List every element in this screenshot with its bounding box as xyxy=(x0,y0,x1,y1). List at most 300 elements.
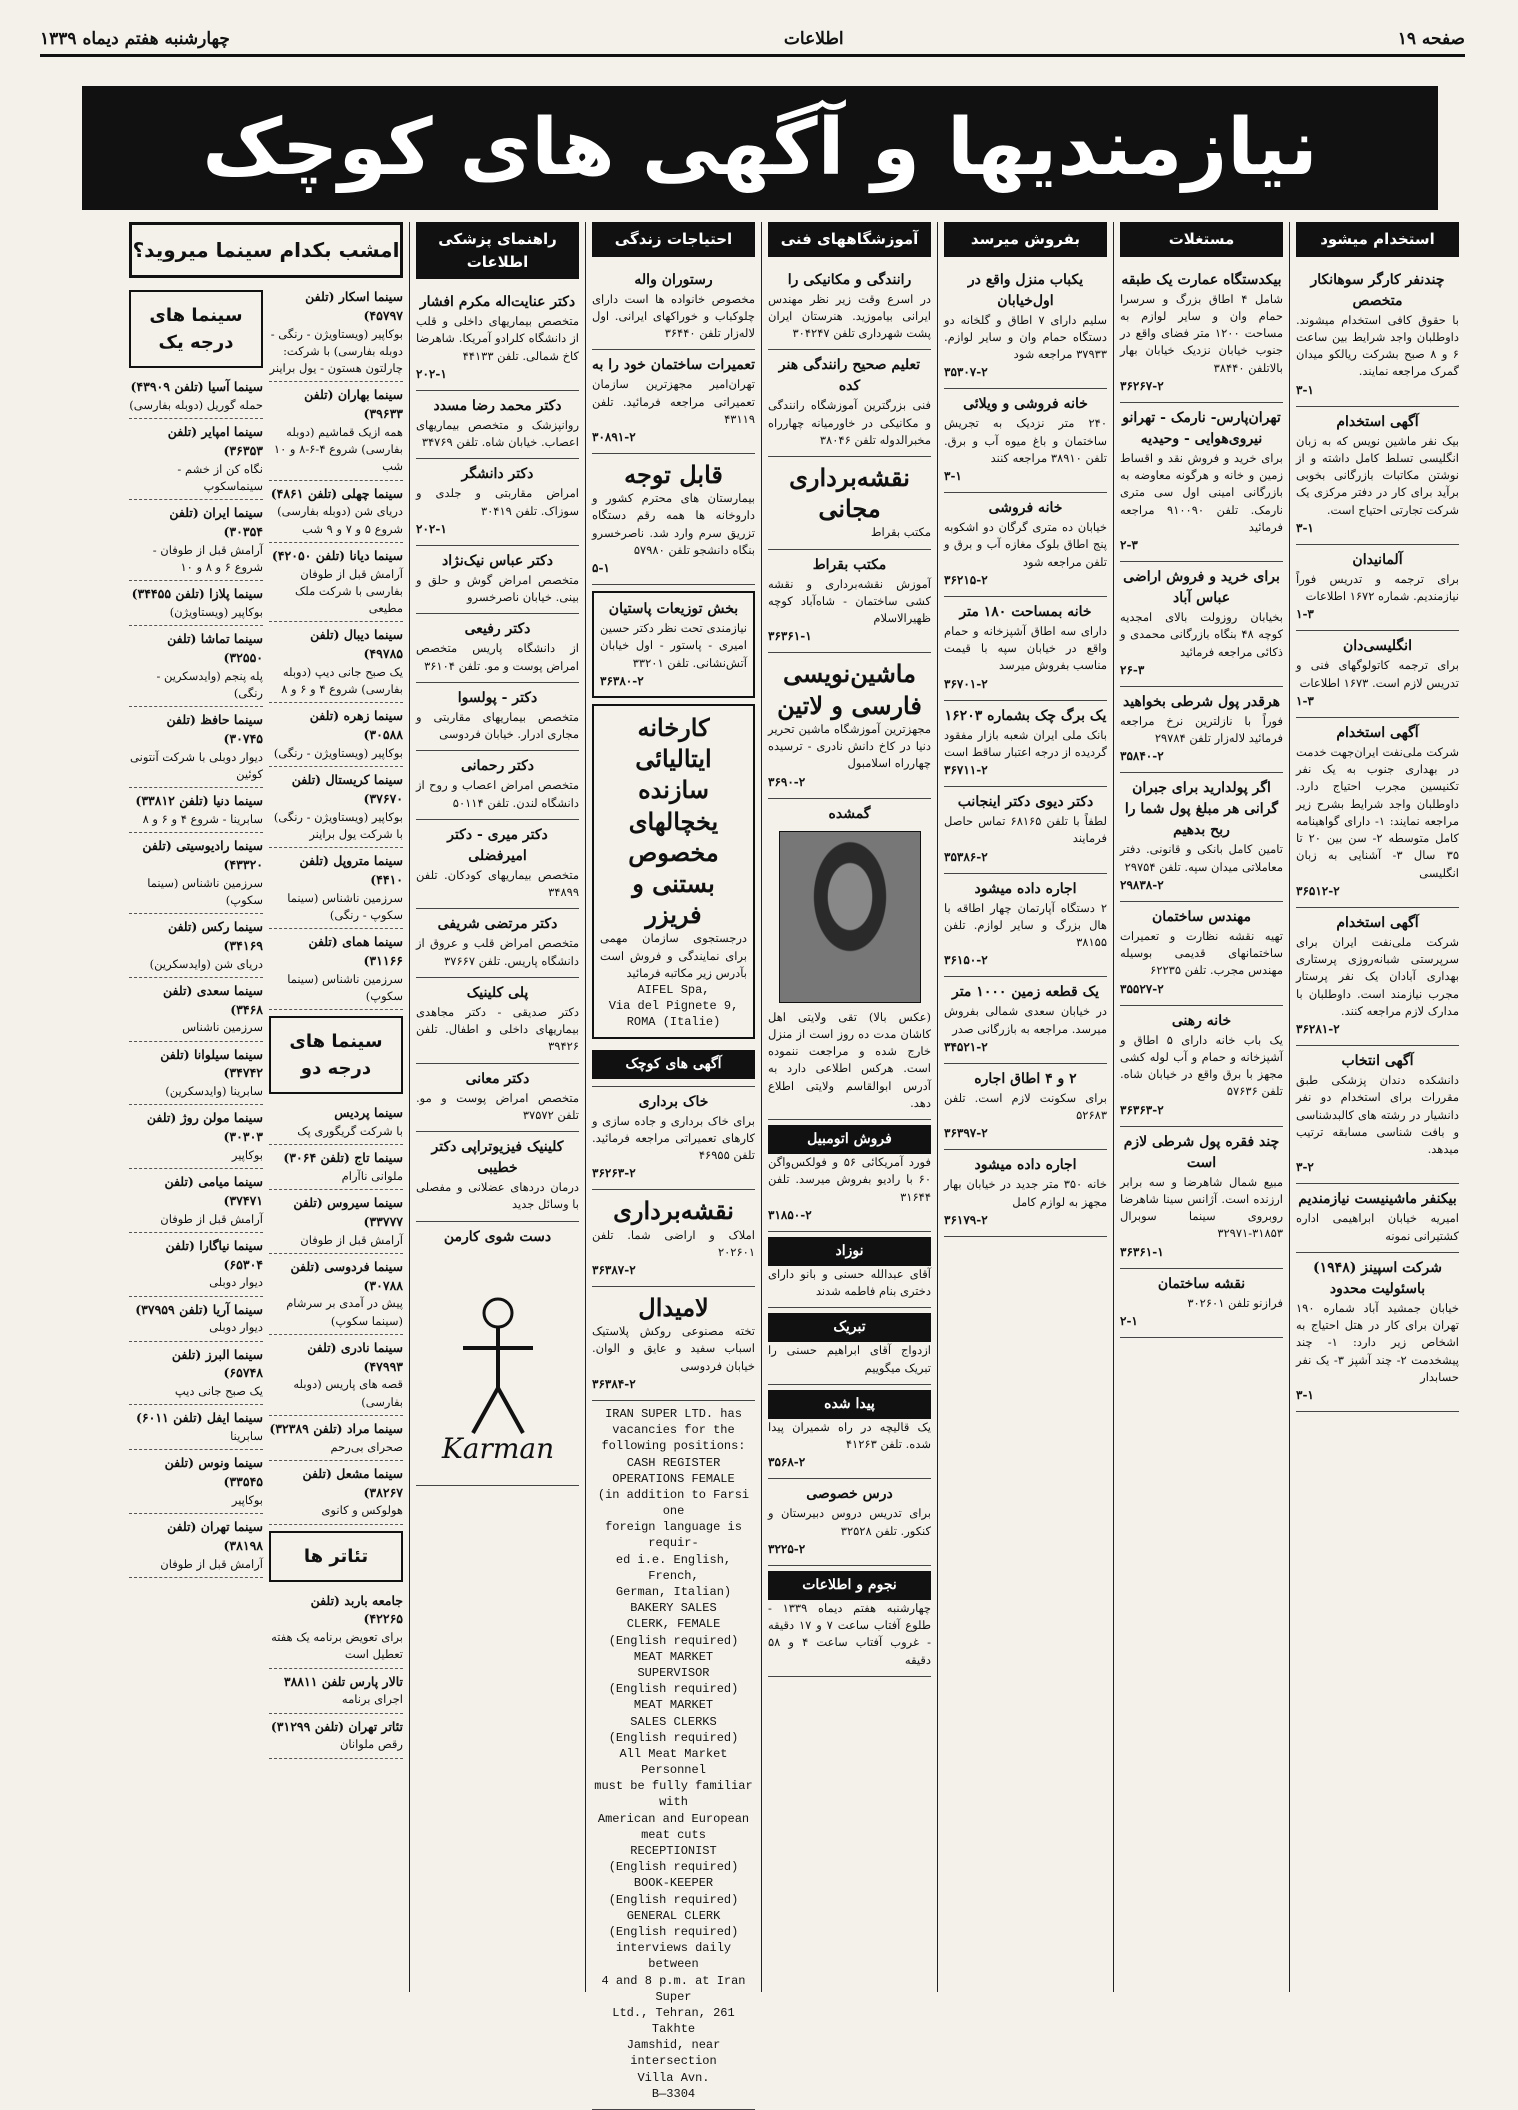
classified-ad xyxy=(944,389,1107,493)
cinema-program: همه ازیک قماشیم (دوبله بفارسی) شروع ۴-۶-۸ و ۱۰ شب xyxy=(273,424,403,474)
ad-text: متخصص بیماریهای داخلی و قلب از دانشگاه کلرادو آمریکا. شاهرضا کاخ شمالی. تلفن ۴۴۱۳۳ xyxy=(416,314,579,363)
karman-logo-icon xyxy=(423,1258,573,1468)
cinema-name: سینما ونوس (تلفن ۳۳۵۴۵) xyxy=(164,1455,263,1489)
ad-title: خانه رهنی xyxy=(1171,1012,1232,1029)
english-ad-line: BAKERY SALES xyxy=(630,1601,717,1616)
cinema-entry xyxy=(269,1416,403,1461)
cinema-program: دیوار دوبلی xyxy=(209,1275,263,1290)
cinema-program: سابرینا xyxy=(230,1429,263,1443)
english-ad-line: must be fully familiar with xyxy=(594,1779,753,1810)
ad-text: بانک ملی ایران شعبه بازار مفقود گردیده از درجه اعتبار ساقط است xyxy=(944,727,1107,759)
ad-text: آموزش نقشه‌برداری و نقشه کشی ساختمان - شاه‌آباد کوچه ظهیرالاسلام xyxy=(768,576,931,626)
ad-reference: ۲-۱ xyxy=(1120,1313,1138,1328)
cinema-entry xyxy=(129,1042,263,1106)
classified-ad xyxy=(592,1190,755,1287)
cinema-program: آرامش قبل از طوفان xyxy=(300,1232,403,1247)
classified-ad xyxy=(1296,1184,1459,1253)
ad-text: برای ترجمه و تدریس فوراً نیازمندیم. شماره ۱۶۷۲ اطلاعات xyxy=(1296,571,1459,603)
ad-title: ماشین‌نویسی فارسی و لاتین xyxy=(777,659,922,720)
cinema-name: سینما کریستال (تلفن ۳۷۶۷۰) xyxy=(291,772,403,806)
ad-reference: ۲۰۲-۱ xyxy=(416,521,447,536)
cinema-column-heading: امشب بکدام سینما میروید؟ xyxy=(129,222,403,278)
english-ad-line: BOOK-KEEPER xyxy=(633,1876,714,1891)
classified-ad xyxy=(1296,545,1459,632)
ad-title: خانه فروشی و ویلائی xyxy=(963,396,1088,413)
classified-ad xyxy=(768,550,931,654)
cinema-name: سینما زهره (تلفن ۳۰۵۸۸) xyxy=(309,708,403,742)
classified-ad xyxy=(592,591,755,698)
cinema-program: آرامش قبل از طوفان بفارسی با شرکت ملک مطیعی xyxy=(295,566,403,615)
ad-text: بیک نفر ماشین نویس که به زبان انگلیسی تسلط کامل داشته و از نوشتن مکاتبات بازرگانی بخوبی برآید برای کار در دفتر مرکزی یک شرکت تجارتی احتیاج است. xyxy=(1296,433,1459,517)
cinema-list-a xyxy=(269,284,403,1759)
ad-title: نوزاد xyxy=(768,1237,931,1266)
english-ad-line: CLERK, FEMALE xyxy=(626,1617,721,1632)
ad-title: اجاره داده میشود xyxy=(974,880,1077,897)
cinema-entry xyxy=(129,978,263,1042)
classified-ad xyxy=(416,1222,579,1486)
ad-text: با حقوق کافی استخدام میشوند. داوطلبان واجد شرایط بین ساعت ۶ و ۸ صبح بشرکت ریالکو میدان گمرک مراجعه نمایند. xyxy=(1296,312,1459,379)
ad-text: دارای سه اطاق آشپزخانه و حمام واقع در خیابان سپه با قیمت مناسب بفروش میرسد xyxy=(944,623,1107,673)
english-ad-line: MEAT MARKET xyxy=(633,1649,714,1664)
cinema-name: تالار پارس تلفن ۳۸۸۱۱ xyxy=(283,1673,403,1689)
classified-column xyxy=(409,222,585,1992)
classified-ad xyxy=(768,350,931,457)
cinema-entry xyxy=(269,543,403,623)
english-ad-line: (English required) xyxy=(608,1730,739,1745)
cinema-entry xyxy=(269,1335,403,1416)
cinema-entry xyxy=(129,581,263,626)
ad-title: لامیدال xyxy=(638,1293,709,1322)
classified-ad xyxy=(768,1120,931,1232)
ad-title: آگهی استخدام xyxy=(1336,724,1419,741)
english-ad-line: (in addition to Farsi one xyxy=(597,1487,750,1519)
ad-title: کارخانه ایتالیائی سازنده یخچالهای مخصوص بستنی و فریزر xyxy=(628,712,719,930)
classified-ad xyxy=(768,1308,931,1385)
ad-title: نجوم و اطلاعات xyxy=(768,1571,931,1600)
column-heading: استخدام میشود xyxy=(1296,222,1459,257)
cinema-program: هولوکس و کانوی xyxy=(321,1503,403,1518)
cinema-name: سینما فردوسی (تلفن ۳۰۷۸۸) xyxy=(290,1258,403,1293)
cinema-name: سینما همای (تلفن ۳۱۱۶۶) xyxy=(308,934,403,968)
ad-title: دکتر - پولسوا xyxy=(457,689,538,706)
classified-ad xyxy=(944,493,1107,597)
ad-title: آگهی انتخاب xyxy=(1341,1053,1414,1069)
ad-text: تهران‌امیر مجهزترین سازمان تعمیراتی مراجعه فرمائید. تلفن ۴۳۱۱۹ xyxy=(592,377,755,426)
ad-text: مجهزترین آموزشگاه ماشین تحریر دنیا در کاخ دانش نادری - ترسیده چهارراه اسلامبول xyxy=(768,721,931,771)
ad-title: بیکدستگاه عمارت یک طبقه xyxy=(1121,271,1282,288)
ad-reference: ۳۶۳۶۱-۱ xyxy=(768,629,812,644)
ad-reference: ۵-۱ xyxy=(592,561,610,576)
ad-title: پلی کلینیک xyxy=(466,984,529,1001)
ad-reference: ۱-۳ xyxy=(1296,607,1314,622)
cinema-name: سینما ایران (تلفن ۳۰۳۵۴) xyxy=(169,505,263,539)
ad-text: متخصص امراض پوست و مو. تلفن ۳۷۵۷۲ xyxy=(416,1090,579,1122)
cinema-name: سینما سیروس (تلفن ۳۳۷۷۷) xyxy=(293,1195,403,1229)
english-ad-line: IRAN SUPER LTD. has xyxy=(605,1406,742,1421)
ad-text: چهارشنبه هفتم دیماه ۱۳۳۹ - طلوع آفتاب ساعت ۷ و ۱۷ دقیقه - غروب آفتاب ساعت ۴ و ۵۸ دقیقه xyxy=(768,1600,931,1667)
ad-title: چند فقره پول شرطی لازم است xyxy=(1123,1133,1280,1171)
classified-ad xyxy=(1120,687,1283,774)
cinema-entry xyxy=(129,914,263,978)
ad-reference: ۲۰۲-۱ xyxy=(416,366,447,381)
ad-title: مکتب بقراط xyxy=(812,556,887,573)
cinema-program: سرزمین ناشناس (سینما سکوپ) xyxy=(147,875,263,907)
cinema-subheading: تئاتر ها xyxy=(269,1531,403,1582)
cinema-entry xyxy=(129,1105,263,1169)
ad-text: برای خرید و فروش نقد و اقساط زمین و خانه و هرگونه معاوضه به بازرگانی امینی اول سی متری نارمک. تلفن ۹۱۰۰۹۰ مراجعه فرمائید xyxy=(1120,450,1283,534)
cinema-list-b xyxy=(129,284,263,1759)
classified-ad xyxy=(416,978,579,1064)
cinema-name: سینما رادیوسیتی (تلفن ۴۳۳۲۰) xyxy=(142,838,263,872)
ad-title: دکتر عنایت‌اله مکرم افشار xyxy=(419,294,576,310)
ad-title: درس خصوصی xyxy=(806,1486,893,1503)
cinema-program: دیوار دوبلی با شرکت آنتونی کوئین xyxy=(130,749,263,781)
ad-title: رستوران واله xyxy=(634,271,713,288)
cinema-entry xyxy=(269,1714,403,1759)
ad-text: ۲ دستگاه آپارتمان چهار اطاقه با هال بزرگ و سایر لوازم. تلفن ۳۸۱۵۵ xyxy=(944,900,1107,949)
ad-reference: ۳-۱ xyxy=(944,469,962,483)
ad-reference: ۳۶۳۶۳-۲ xyxy=(1120,1102,1164,1117)
cinema-program: اجرای برنامه xyxy=(341,1692,403,1707)
cinema-entry xyxy=(269,1145,403,1190)
newspaper-page xyxy=(40,24,1465,2101)
classified-ad xyxy=(416,614,579,683)
english-ad-line: ROMA (Italie) xyxy=(626,1015,721,1030)
ad-reference: ۳۵۸۴۰-۲ xyxy=(1120,749,1164,764)
ad-title: گمشده xyxy=(828,805,871,822)
ad-title: دکتر دیوی دکتر اینجانب xyxy=(957,794,1094,810)
classified-ad xyxy=(768,799,931,1121)
ad-text: برای تدریس دروس دبیرستان و کنکور. تلفن ۳۲۵۲۸ xyxy=(768,1506,931,1538)
classified-ad xyxy=(1120,1006,1283,1127)
cinema-program: یک صبح جانی دیپ (دوبله بفارسی) شروع ۴ و ۶ و ۸ xyxy=(281,664,403,696)
ad-text: املاک و اراضی شما. تلفن ۲۰۲۶۰۱ xyxy=(592,1227,755,1259)
ad-title: بخش توزیعات پاستیان xyxy=(608,601,739,618)
cinema-program: دریای شن (دوبله بفارسی) شروع ۵ و ۷ و ۹ شب xyxy=(277,504,403,536)
classified-ad xyxy=(592,1287,755,1401)
ad-title: دکتر معانی xyxy=(465,1070,530,1087)
classified-ad xyxy=(592,1045,755,1087)
ad-title: دکتر رحمانی xyxy=(460,758,535,775)
cinema-entry xyxy=(269,767,403,848)
ad-title: آگهی های کوچک xyxy=(592,1050,755,1079)
cinema-entry xyxy=(269,1190,403,1254)
ad-title: یک برگ چک بشماره ۱۶۲۰۳ xyxy=(944,707,1107,724)
ad-text: دکتر صدیقی - دکتر مجاهدی بیماریهای داخلی و اطفال. تلفن ۳۹۴۲۶ xyxy=(416,1004,579,1054)
ad-text: درجستجوی سازمان مهمی برای نمایندگی و فروش است بآدرس زیر مکاتبه فرمائید xyxy=(600,931,747,980)
classified-ad xyxy=(768,265,931,351)
cinema-entry xyxy=(269,929,403,1010)
ad-text: برای خاک برداری و جاده سازی و کارهای تعمیراتی مراجعه فرمائید. تلفن ۴۶۹۵۵ xyxy=(592,1113,755,1163)
ad-text: خیابان جمشید آباد شماره ۱۹۰ تهران برای کار در هتل احتیاج به اشخاص زیر دارد: ۱- چند پیشخدمت ۲- چند آشپز ۳- یک نفر حسابدار xyxy=(1296,1300,1459,1384)
classified-ad xyxy=(1296,1253,1459,1412)
cinema-entry xyxy=(129,1514,263,1578)
classified-ad xyxy=(416,820,579,910)
ad-reference: ۳-۲ xyxy=(1296,1160,1314,1175)
english-ad-line: RECEPTIONIST xyxy=(630,1844,717,1858)
ad-text: متخصص امراض قلب و عروق از دانشگاه پاریس. تلفن ۳۷۶۶۷ xyxy=(416,936,579,968)
english-ad-line: SUPERVISOR xyxy=(637,1665,710,1680)
cinema-program: آرامش قبل از طوفان xyxy=(160,1211,263,1226)
folio-bar xyxy=(40,24,1465,57)
cinema-entry xyxy=(129,1233,263,1297)
ad-reference: ۲۹۸۳۸-۲ xyxy=(1120,877,1164,892)
ad-text: تهیه نقشه نظارت و تعمیرات ساختمانهای قدیمی بوسیله مهندس مجرب. تلفن ۶۲۲۳۵ xyxy=(1120,928,1283,978)
ad-reference: ۳۶۳۶۱-۱ xyxy=(1120,1244,1164,1259)
classified-ad xyxy=(592,265,755,351)
cinema-name: سینما سیلوانا (تلفن ۳۴۷۴۲) xyxy=(160,1046,263,1081)
ad-title: تبریک xyxy=(768,1313,931,1342)
ad-title: شرکت اسپینز (۱۹۴۸) باسئولیت محدود xyxy=(1313,1259,1442,1297)
ad-title: چندنفر کارگر سوهانکار متخصص xyxy=(1310,271,1445,309)
cinema-name: سینما دیانا (تلفن ۴۲۰۵۰) xyxy=(271,547,403,563)
ad-text: امیریه خیابان ابراهیمی اداره کشتیرانی نمونه xyxy=(1296,1211,1459,1243)
classified-ad xyxy=(944,1064,1107,1151)
ad-reference: ۳۶۷۱۱-۲ xyxy=(944,763,988,777)
ad-title: برای خرید و فروش اراضی عباس آباد xyxy=(1123,569,1280,606)
ad-title: هرقدر پول شرطی بخواهید xyxy=(1122,693,1281,710)
cinema-name: تئاتر تهران (تلفن ۳۱۲۹۹) xyxy=(270,1718,403,1734)
classified-ad xyxy=(944,874,1107,978)
ad-reference: ۳۶۷۰۱-۲ xyxy=(944,676,988,691)
ad-reference: ۱-۳ xyxy=(1296,693,1314,708)
cinema-program: آرامش قبل از طوفان xyxy=(160,1556,263,1571)
english-ad-line: foreign language is requir- xyxy=(605,1520,742,1551)
cinema-program: بوکاپیر (ویستاویژن - رنگی) با شرکت یول براینر xyxy=(273,809,403,841)
missing-person-photo xyxy=(779,831,921,1003)
ad-title: اگر پولدارید برای جبران گرانی هر مبلغ پول شما را ربح بدهیم xyxy=(1124,780,1279,839)
ad-reference: ۳-۱ xyxy=(1296,382,1314,397)
ad-title: نقشه‌برداری xyxy=(613,1196,734,1226)
cinema-name: سینما ایفل (تلفن ۶۰۱۱) xyxy=(135,1410,263,1426)
ad-title: دست شوی کارمن xyxy=(443,1228,552,1245)
page-number: صفحه ۱۹ xyxy=(1397,29,1465,49)
classified-ad xyxy=(944,977,1107,1064)
ad-reference: ۳۶۵۱۲-۲ xyxy=(1296,883,1340,898)
cinema-program: سابرینا (وایدسکرین) xyxy=(165,1084,263,1098)
classified-column xyxy=(937,222,1113,1992)
cinema-program: بوکاپیر xyxy=(231,1147,263,1162)
english-ad-line: German, Italian) xyxy=(615,1585,732,1599)
cinema-name: سینما مراد (تلفن ۳۲۳۸۹) xyxy=(269,1420,403,1436)
ad-text: برای سکونت لازم است. تلفن ۵۲۶۸۳ xyxy=(944,1090,1107,1122)
cinema-entry xyxy=(129,788,263,833)
cinema-entry xyxy=(269,1669,403,1714)
classified-ad xyxy=(416,909,579,978)
classified-ad xyxy=(416,1132,579,1222)
ad-text: خانه ۳۵۰ متر جدید در خیابان بهار مجهز به لوازم کامل xyxy=(944,1177,1107,1209)
ad-reference: ۳۶۹۰-۲ xyxy=(768,774,806,789)
column-heading: مستغلات xyxy=(1120,222,1283,257)
english-ad-line: (English required) xyxy=(608,1633,739,1648)
ad-reference: ۳-۱ xyxy=(1296,1388,1314,1402)
ad-text: دانشکده دندان پزشکی طبق مقررات برای استخدام دو نفر دانشیار در رشته های کالبدشناسی و بافت شناسی مسابقه ترتیب میدهد. xyxy=(1296,1073,1459,1156)
english-ad-line: interviews daily between xyxy=(615,1941,732,1972)
ad-text: مخصوص خانواده ها است دارای چلوکباب و خوراکهای ایرانی. اول لاله‌زار تلفن ۳۶۴۴۰ xyxy=(592,291,755,340)
cinema-program: با شرکت گریگوری پک xyxy=(297,1123,403,1138)
cinema-entry xyxy=(129,1169,263,1233)
ad-text: متخصص بیماریهای مقاربتی و مجاری ادرار. خیابان فردوسی xyxy=(416,709,579,741)
ad-reference: ۳-۱ xyxy=(1296,520,1314,535)
cinema-name: سینما رکس (تلفن ۳۴۱۶۹) xyxy=(167,919,263,953)
ad-text: شرکت ملی‌نفت ایران‌جهت خدمت در بهداری جنوب به یک نفر تکنیسین مجرب احتیاج دارد. داوطلبان واجد شرایط بشرح زیر مراجعه نمایند: ۱- دارای گواهینامه کامل متوسطه ۲- سن بین ۲۰ تا ۳۵ سال ۳- آشنایی به زبان انگلیسی xyxy=(1296,744,1459,880)
ad-title: دکتر عباس نیک‌نژاد xyxy=(442,552,553,569)
ad-text: لطفاً با تلفن ۶۸۱۶۵ تماس حاصل فرمایند xyxy=(944,814,1107,846)
ad-title: یک قطعه زمین ۱۰۰۰ متر xyxy=(951,984,1100,1001)
ad-text: متخصص بیماریهای کودکان. تلفن ۳۴۸۹۹ xyxy=(416,867,579,899)
cinema-column xyxy=(123,222,409,1992)
cinema-name: سینما آریا (تلفن ۳۷۹۵۹) xyxy=(135,1301,263,1317)
cinema-program: پیش در آمدی بر سرشام (سینما سکوپ) xyxy=(286,1296,403,1328)
cinema-program: سابرینا - شروع ۴ و ۶ و ۸ xyxy=(142,811,263,826)
cinema-name: سینما متروپل (تلفن ۴۴۱۰) xyxy=(299,853,403,887)
ad-reference: ۳۵۵۲۷-۲ xyxy=(1120,981,1164,996)
cinema-name: سینما حافظ (تلفن ۳۰۷۴۵) xyxy=(166,712,263,746)
english-ad-text xyxy=(600,982,747,1031)
ad-reference: ۳۶۲۶۳-۲ xyxy=(592,1166,636,1181)
classified-ad xyxy=(768,457,931,550)
ad-title: دکتر مرتضی شریفی xyxy=(437,916,558,933)
classified-ad xyxy=(944,265,1107,390)
ad-reference: ۳۶۳۸۴-۲ xyxy=(592,1376,636,1391)
cinema-entry xyxy=(269,848,403,929)
ad-text: مکتب بقراط xyxy=(870,525,931,540)
english-ad-line: ed i.e. English, French, xyxy=(615,1552,732,1583)
cinema-name: جامعه باربد (تلفن ۴۲۲۶۵) xyxy=(310,1592,403,1627)
ad-text: یک قالیچه در راه شمیران پیدا شده. تلفن ۴۱۲۶۳ xyxy=(768,1419,931,1451)
ad-text: فرازنو تلفن ۳۰۲۶۰۱ xyxy=(1187,1295,1283,1310)
ad-text: سلیم دارای ۷ اطاق و گلخانه دو دستگاه حمام وان و سایر لوازم. ۳۷۹۳۳ مراجعه شود xyxy=(944,312,1107,361)
ad-reference: ۳۴۵۲۱-۲ xyxy=(944,1039,988,1054)
cinema-subheading: سینما های درجه دو xyxy=(269,1016,403,1094)
ad-text: درمان دردهای عضلانی و مفصلی با وسائل جدید xyxy=(416,1180,579,1212)
classified-ad xyxy=(1120,265,1283,403)
cinema-name: سینما تهران (تلفن ۳۸۱۹۸) xyxy=(167,1519,263,1553)
ad-text: فنی بزرگترین آموزشگاه رانندگی و مکانیکی در خاورمیانه چهارراه مخبرالدوله تلفن ۳۸۰۴۶ xyxy=(768,398,931,447)
ad-title: آگهی استخدام xyxy=(1336,914,1419,931)
classified-ad xyxy=(1296,265,1459,407)
cinema-entry xyxy=(269,1461,403,1525)
english-ad-text xyxy=(592,1406,755,2102)
classified-ad xyxy=(1120,403,1283,562)
ad-title: بیکنفر ماشینیست نیازمندیم xyxy=(1298,1191,1457,1208)
cinema-entry xyxy=(129,833,263,914)
ad-reference: ۲۶-۳ xyxy=(1120,662,1145,677)
classified-ad xyxy=(416,391,579,460)
ad-title: دکتر محمد رضا مسدد xyxy=(433,397,562,414)
classified-ad xyxy=(592,1401,755,2110)
english-ad-line: Ltd., Tehran, 261 Takhte xyxy=(612,2005,735,2037)
cinema-name: سینما دیبال (تلفن ۴۹۷۸۵) xyxy=(310,627,403,661)
cinema-name: سینما نادری (تلفن ۴۷۹۹۳) xyxy=(307,1339,403,1374)
classified-ad xyxy=(1120,1269,1283,1338)
ad-title: مهندس ساختمان xyxy=(1151,908,1251,925)
column-heading: راهنمای پزشکی اطلاعات xyxy=(416,222,579,279)
cinema-name: سینما تماشا (تلفن ۳۲۵۵۰) xyxy=(167,631,263,665)
classified-ad xyxy=(944,701,1107,788)
english-ad-line: following positions: xyxy=(601,1439,746,1454)
ad-reference: ۳۶۳۹۷-۲ xyxy=(944,1126,988,1141)
english-ad-line: Via del Pignete 9, xyxy=(608,999,739,1014)
classified-ad xyxy=(416,287,579,391)
cinema-name: سینما پردیس xyxy=(334,1105,403,1120)
issue-date: چهارشنبه هفتم دیماه ۱۳۳۹ xyxy=(40,29,230,49)
cinema-program: آرامش قبل از طوفان - شروع ۶ و ۸ و ۱۰ xyxy=(152,542,263,574)
classified-ad xyxy=(768,1479,931,1566)
classified-ad xyxy=(416,459,579,546)
cinema-entry xyxy=(269,1588,403,1669)
ad-text: متخصص امراض اعصاب و روح از دانشگاه لندن. تلفن ۵۰۱۱۴ xyxy=(416,778,579,810)
ad-reference: ۳۶۱۵۰-۲ xyxy=(944,953,988,968)
cinema-entry xyxy=(269,1100,403,1145)
ad-reference: ۲-۳ xyxy=(1120,538,1138,552)
classified-ad xyxy=(1120,1127,1283,1269)
ad-title: انگلیسی‌دان xyxy=(1343,638,1412,655)
classified-column xyxy=(1289,222,1465,1992)
cinema-name: سینما مولن روژ (تلفن ۳۰۳۰۳) xyxy=(146,1110,263,1144)
cinema-program: سرزمین ناشناس (سینما سکوپ) xyxy=(287,971,403,1003)
cinema-program: بوکاپیر (ویستاویژن) xyxy=(169,604,263,619)
english-ad-line: All Meat Market Personnel xyxy=(619,1746,728,1778)
ad-text: شامل ۴ اطاق بزرگ و سرسرا حمام وان و سایر لوازم به مساحت ۱۲۰۰ متر فضای واقع در جنوب خیابان نزدیک خیابان بهار بالاتلفن ۳۸۴۴۰ xyxy=(1120,291,1283,375)
cinema-name: سینما اسکار (تلفن ۴۵۷۹۷) xyxy=(305,289,403,323)
classified-ad xyxy=(1296,407,1459,545)
ad-reference: ۳۲۲۵-۲ xyxy=(768,1541,806,1556)
classified-ad xyxy=(416,683,579,752)
classified-ad xyxy=(768,653,931,798)
classifieds-banner: نیازمندیها و آگهی های کوچک xyxy=(82,86,1438,210)
classified-ad xyxy=(1296,631,1459,718)
english-ad-line: CASH REGISTER xyxy=(626,1455,721,1470)
classified-column xyxy=(1113,222,1289,1992)
cinema-program: بوکاپیر xyxy=(231,1492,263,1507)
cinema-program: ملوانی ناآرام xyxy=(341,1168,403,1183)
cinema-entry xyxy=(129,626,263,707)
english-ad-line: OPERATIONS FEMALE xyxy=(612,1471,735,1486)
ad-reference: ۳۵۳۰۷-۲ xyxy=(944,365,988,380)
classified-ad xyxy=(1120,562,1283,687)
ad-text: برای ترجمه کاتولوگهای فنی و تدریس لازم است. ۱۶۷۳ اطلاعات xyxy=(1296,658,1459,690)
classified-ad xyxy=(944,597,1107,701)
ad-title: تعلیم صحیح رانندگی هنر کده xyxy=(778,357,921,395)
classified-ad xyxy=(1120,902,1283,1006)
classified-ad xyxy=(1296,718,1459,908)
classified-ad xyxy=(592,454,755,585)
ad-title: نقشه ساختمان xyxy=(1157,1275,1246,1292)
classified-ad xyxy=(768,1232,931,1309)
cinema-entry xyxy=(129,1450,263,1514)
classified-ad xyxy=(1296,1046,1459,1184)
english-ad-line: (English required) xyxy=(608,1860,739,1875)
english-ad-line: (English required) xyxy=(608,1892,739,1907)
cinema-entry xyxy=(129,707,263,788)
ad-reference: ۳۶۳۸۰-۲ xyxy=(600,673,644,688)
cinema-name: سینما چهلی (تلفن ۴۸۶۱) xyxy=(270,485,403,501)
classified-ad xyxy=(592,704,755,1039)
ad-title: خانه بمساحت ۱۸۰ متر xyxy=(959,603,1092,620)
ad-text: آقای عبدالله حسنی و بانو دارای دختری بنام فاطمه شدند xyxy=(768,1266,931,1298)
ad-title: اجاره داده میشود xyxy=(974,1157,1077,1174)
cinema-program: صحرای بی‌رحم xyxy=(330,1439,403,1454)
cinema-entry xyxy=(129,1342,263,1406)
classified-ad xyxy=(1296,908,1459,1046)
ad-title: رانندگی و مکانیکی را xyxy=(787,271,912,288)
ad-reference: ۳۰۸۹۱-۲ xyxy=(592,430,636,444)
cinema-name: سینما امپایر (تلفن ۳۶۳۵۳) xyxy=(167,424,263,458)
cinema-entry xyxy=(129,374,263,419)
ad-text: خیابان ده متری گرگان دو اشکوبه پنج اطاق بلوک مغازه آب و برق و تلفن مراجعه شود xyxy=(944,520,1107,569)
cinema-name: سینما آسیا (تلفن ۴۳۹۰۹) xyxy=(130,379,263,394)
